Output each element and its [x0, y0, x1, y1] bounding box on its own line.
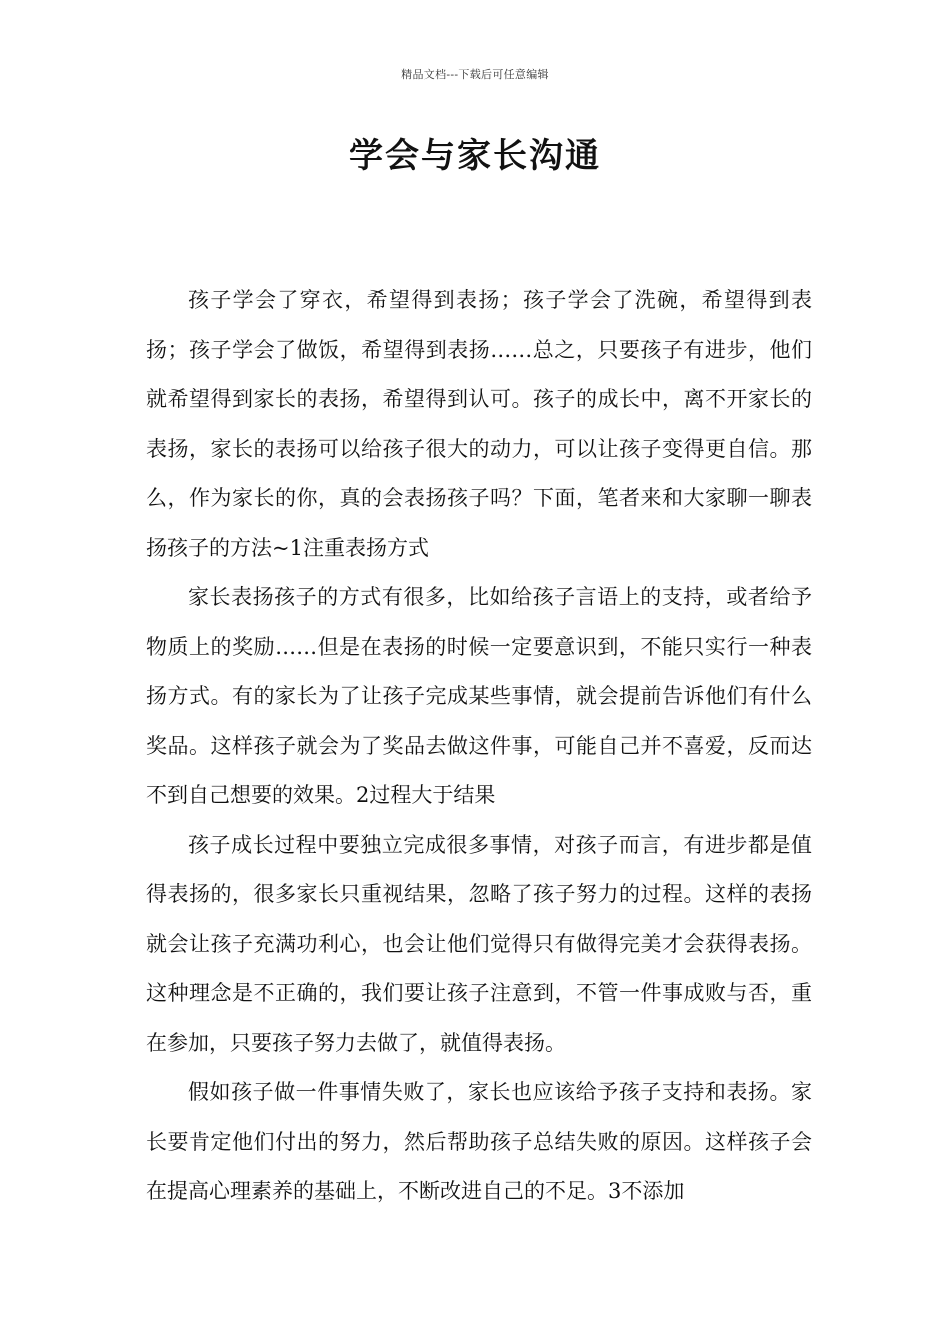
- paragraph: 孩子学会了穿衣，希望得到表扬；孩子学会了洗碗，希望得到表扬；孩子学会了做饭，希望得到表扬……总之，只要孩子有进步，他们就希望得到家长的表扬，希望得到认可。孩子的成长中，离不开家长的表扬，家长的表扬可以给孩子很大的动力，可以让孩子变得更自信。那么，作为家长的你，真的会表扬孩子吗？下面，笔者来和大家聊一聊表扬孩子的方法~1注重表扬方式: [146, 288, 812, 560]
- paragraph: 孩子成长过程中要独立完成很多事情，对孩子而言，有进步都是值得表扬的，很多家长只重视结果，忽略了孩子努力的过程。这样的表扬就会让孩子充满功利心，也会让他们觉得只有做得完美才会获得表扬。这种理念是不正确的，我们要让孩子注意到，不管一件事成败与否，重在参加，只要孩子努力去做了，就值得表扬。: [146, 832, 812, 1055]
- paragraph: 假如孩子做一件事情失败了，家长也应该给予孩子支持和表扬。家长要肯定他们付出的努力，然后帮助孩子总结失败的原因。这样孩子会在提高心理素养的基础上，不断改进自己的不足。3不添加: [146, 1080, 812, 1203]
- paragraph: 家长表扬孩子的方式有很多，比如给孩子言语上的支持，或者给予物质上的奖励……但是在表扬的时候一定要意识到，不能只实行一种表扬方式。有的家长为了让孩子完成某些事情，就会提前告诉他们有什么奖品。这样孩子就会为了奖品去做这件事，可能自己并不喜爱，反而达不到自己想要的效果。2过程大于结果: [146, 585, 812, 807]
- document-body: [146, 276, 812, 1217]
- header-note: 精品文档---下载后可任意编辑: [401, 68, 549, 81]
- document-title: 学会与家长沟通: [349, 136, 601, 176]
